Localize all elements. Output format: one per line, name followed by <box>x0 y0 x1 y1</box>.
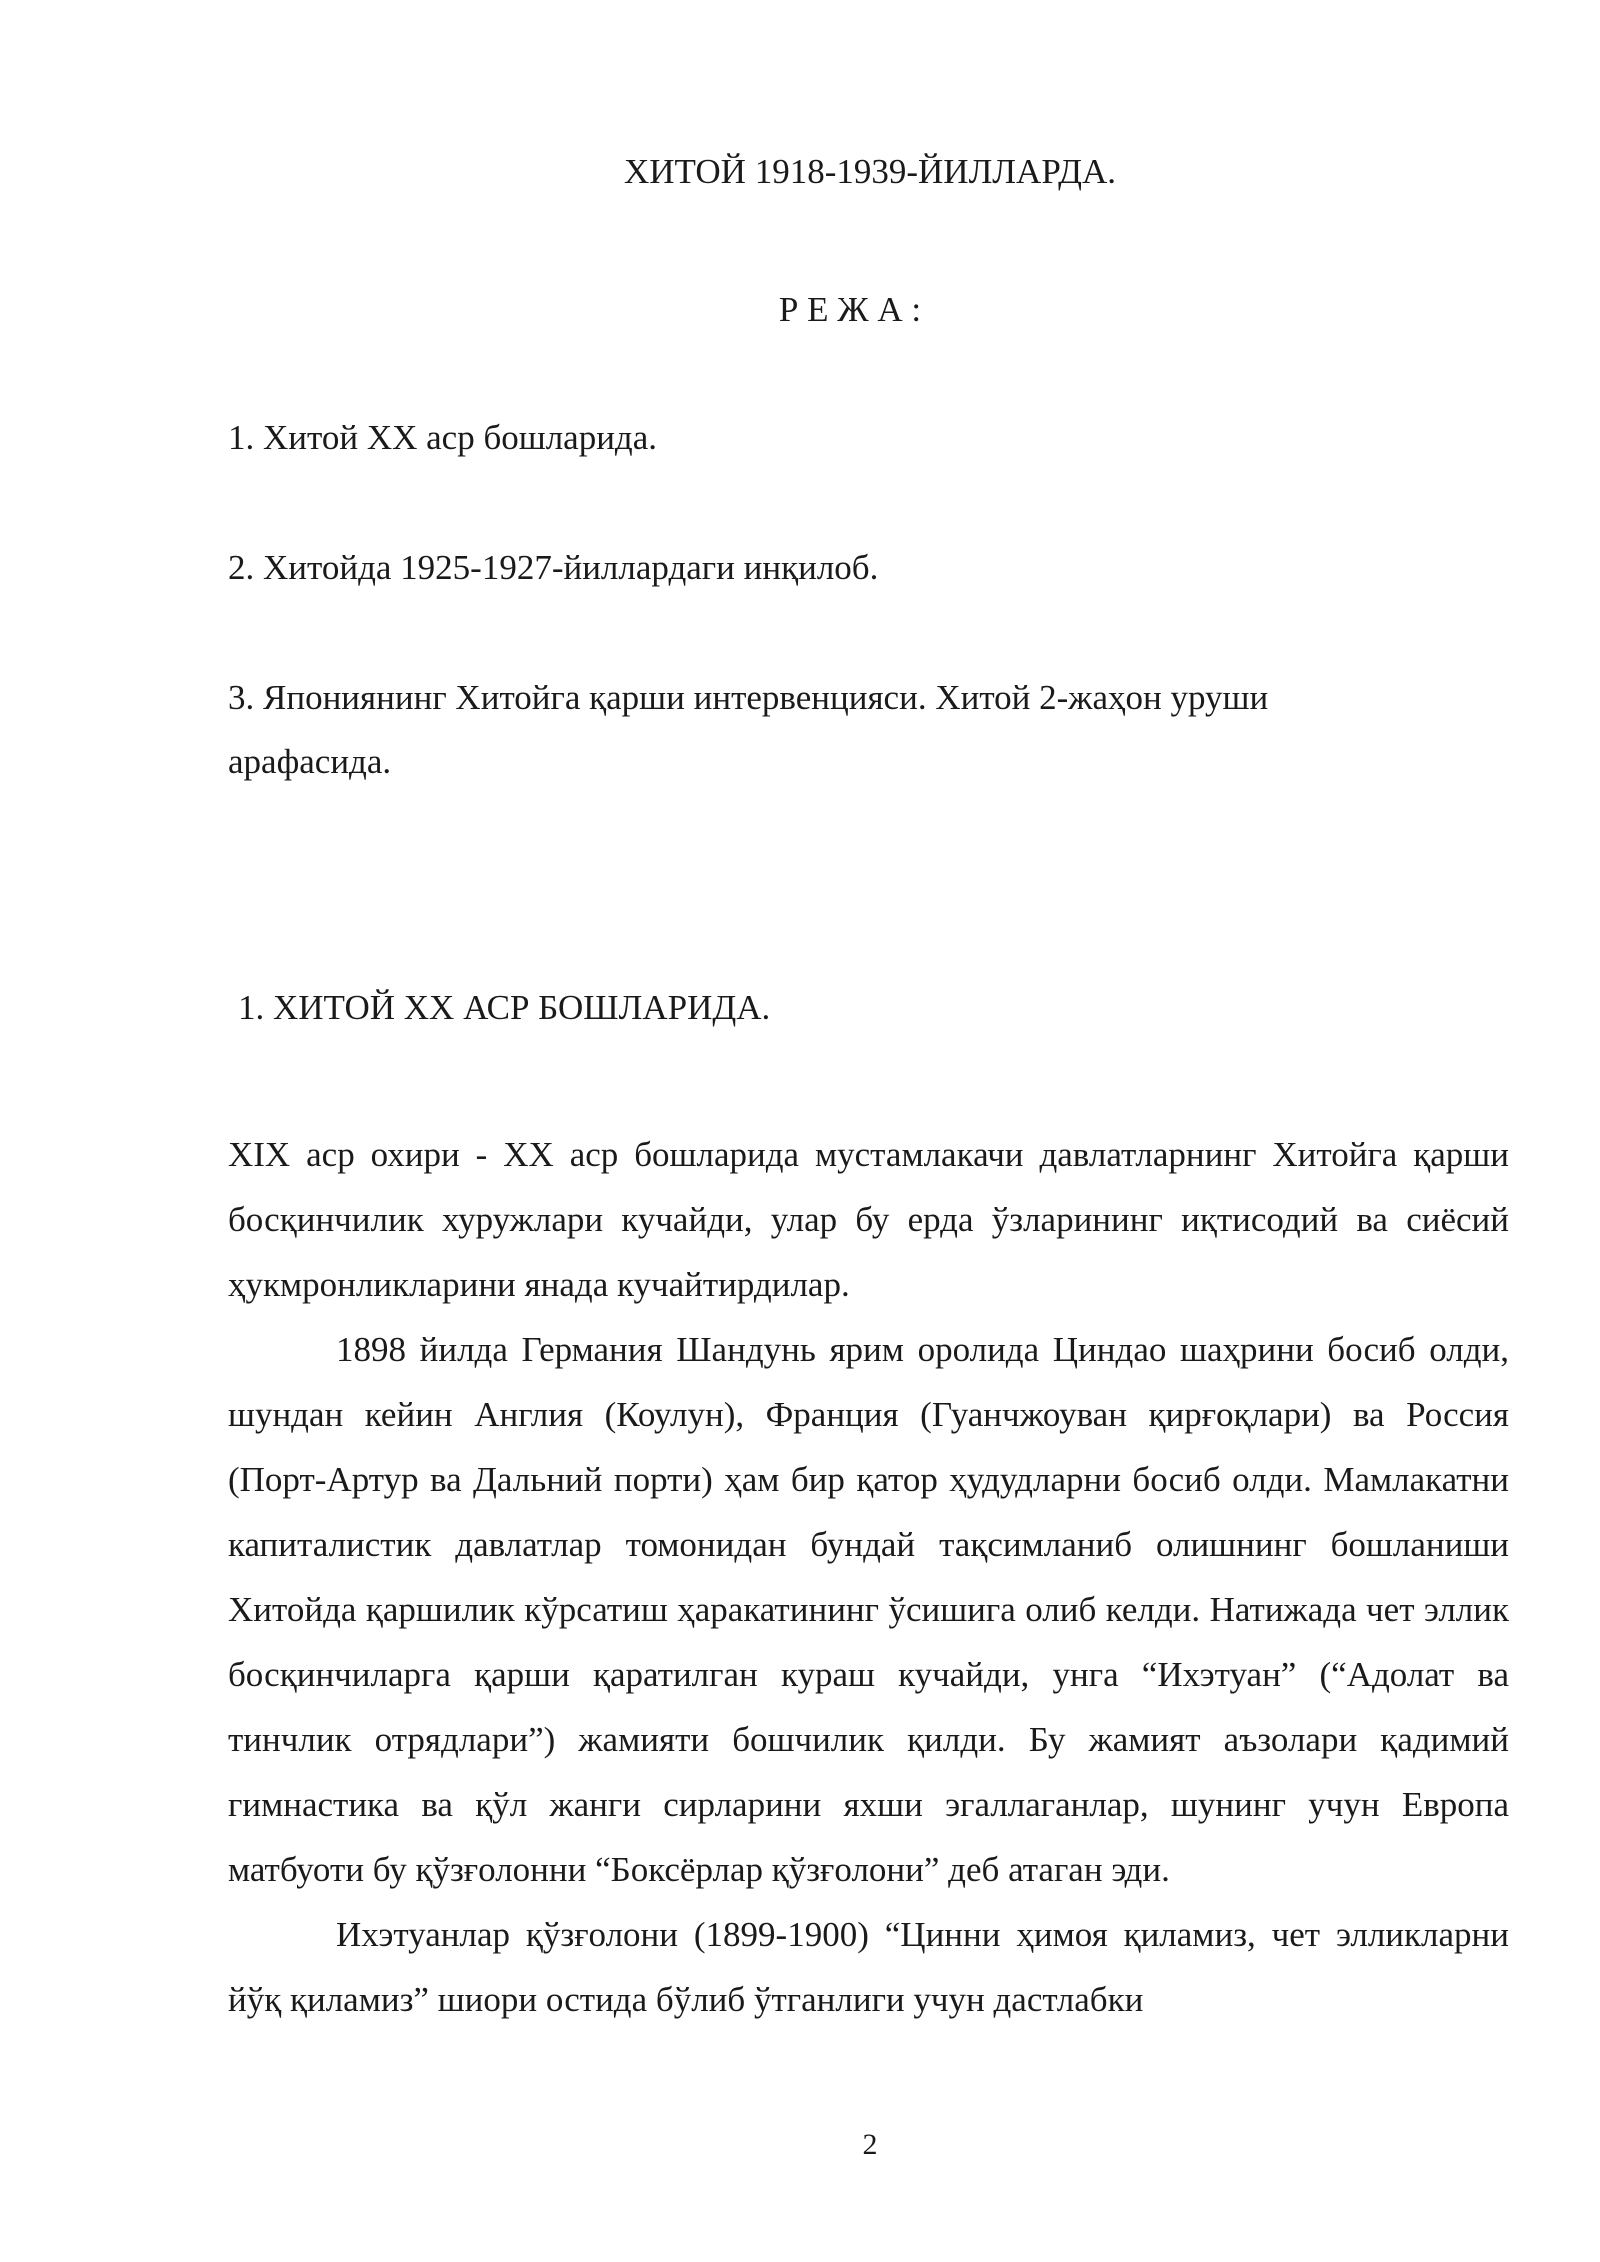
paragraph: 1898 йилда Германия Шандунь ярим оролида Циндао шаҳрини босиб олди, шундан кейин Англия (Коулун), Франция (Гуанчжоуван қирғоқлари) ва Россия (Порт-Артур ва Дальний порти) ҳам бир қатор ҳудудларни босиб олди. Мамлакатни капиталистик давлатлар томонидан бундай тақсимланиб олишнинг бошланиши Хитойда қаршилик кўрсатиш ҳаракатининг ўсишига олиб келди. Натижада чет эллик босқинчиларга қарши қаратилган кураш кучайди, унга “Ихэтуан” (“Адолат ва тинчлик отрядлари”) жамияти бошчилик қилди. Бу жамият аъзолари қадимий гимнастика ва қўл жанги сирларини яхши эгаллаганлар, шунинг учун Европа матбуоти бу қўзғолонни “Боксёрлар қўзғолони” деб атаган эди. <box>228 1330 1509 1889</box>
plan-item: 2. Хитойда 1925-1927-йиллардаги инқилоб. <box>228 548 879 587</box>
document-title: ХИТОЙ 1918-1939-ЙИЛЛАРДА. <box>623 152 1117 191</box>
plan-heading: Р Е Ж А : <box>778 290 922 329</box>
section-heading: 1. ХИТОЙ XX АСР БОШЛАРИДА. <box>238 988 771 1027</box>
body-text <box>228 1122 1509 2032</box>
plan-item: 1. Хитой XX аср бошларида. <box>228 418 658 457</box>
plan-item: 3. Япониянинг Хитойга қарши интервенцияси. Хитой 2-жаҳон уруши арафасида. <box>228 678 1269 781</box>
page-number: 2 <box>862 2128 878 2161</box>
paragraph: XIX аср охири - XX аср бошларида мустамлакачи давлатларнинг Хитойга қарши босқинчилик хуружлари кучайди, улар бу ерда ўзларининг иқтисодий ва сиёсий ҳукмронликларини янада кучайтирдилар. <box>228 1135 1509 1304</box>
paragraph: Ихэтуанлар қўзғолони (1899-1900) “Цинни ҳимоя қиламиз, чет элликларни йўқ қиламиз” шиори остида бўлиб ўтганлиги учун дастлабки <box>228 1915 1509 2019</box>
